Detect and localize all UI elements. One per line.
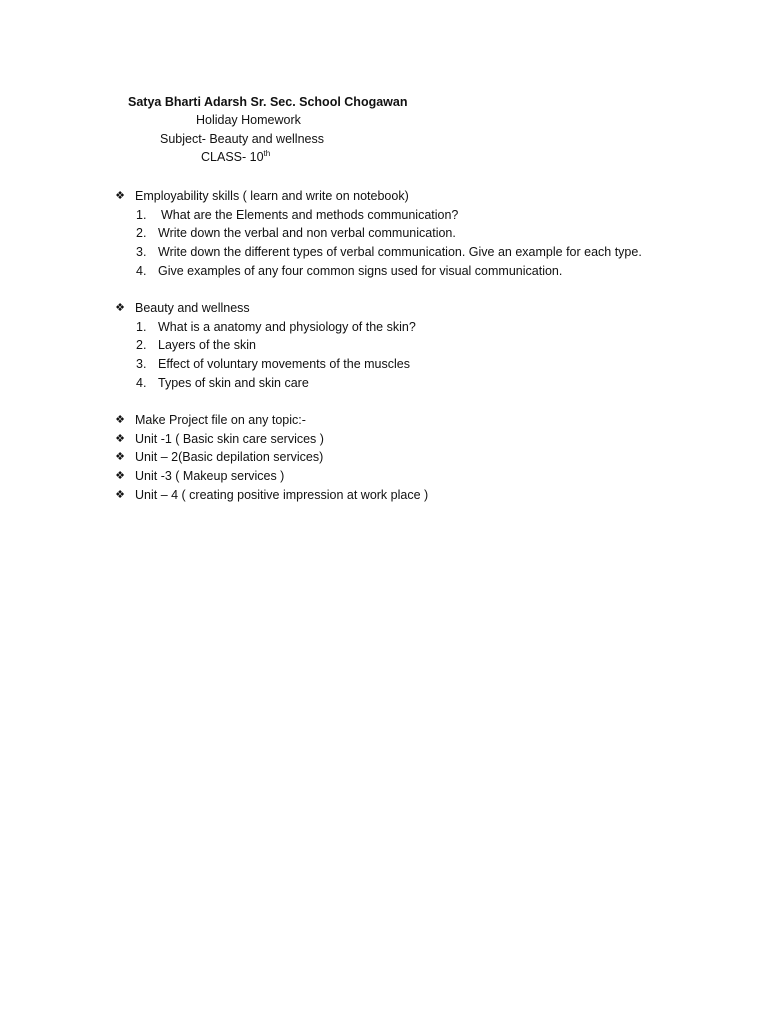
list-item (113, 355, 733, 374)
school-name: Satya Bharti Adarsh Sr. Sec. School Chogawan (128, 95, 408, 109)
list-item (113, 374, 733, 393)
list-item-number: 3. (136, 357, 147, 372)
section-heading-text: Beauty and wellness (135, 301, 250, 315)
list-item-number: 3. (136, 245, 147, 260)
list-item (113, 262, 733, 281)
list-item (113, 318, 733, 337)
project-item-text: Make Project file on any topic:- (135, 413, 306, 427)
subject-line: Subject- Beauty and wellness (160, 132, 324, 146)
list-item-text: What are the Elements and methods communication? (161, 207, 459, 222)
project-item (113, 486, 733, 505)
list-item-text: Write down the different types of verbal communication. Give an example for each type. (158, 245, 642, 260)
section-heading-text: Employability skills ( learn and write on notebook) (135, 189, 409, 203)
document-title: Holiday Homework (196, 113, 301, 127)
list-item-number: 2. (136, 338, 147, 353)
section-employability-skills (113, 187, 733, 280)
diamond-bullet-icon: ❖ (115, 487, 125, 501)
diamond-bullet-icon: ❖ (115, 301, 125, 314)
class-line (201, 148, 270, 167)
list-item-text: What is a anatomy and physiology of the skin? (158, 319, 416, 334)
project-item-text: Unit – 2(Basic depilation services) (135, 450, 324, 465)
list-item-number: 2. (136, 226, 147, 241)
list-item (113, 206, 733, 225)
project-item-text: Unit – 4 ( creating positive impression at work place ) (135, 487, 429, 502)
list-item-text: Layers of the skin (158, 338, 256, 353)
list-item-number: 1. (136, 319, 147, 334)
list-item-text: Effect of voluntary movements of the muscles (158, 357, 410, 372)
list-item-number: 4. (136, 263, 147, 278)
section-heading (113, 187, 733, 206)
list-item (113, 336, 733, 355)
project-item (113, 430, 733, 449)
list-item-text: Types of skin and skin care (158, 375, 309, 390)
class-ordinal-suffix: th (263, 148, 271, 158)
diamond-bullet-icon: ❖ (115, 413, 125, 426)
list-item (113, 224, 733, 243)
list-item-number: 1. (136, 207, 147, 222)
list-item-text: Write down the verbal and non verbal communication. (158, 226, 456, 241)
section-beauty-and-wellness (113, 299, 733, 392)
diamond-bullet-icon: ❖ (115, 450, 125, 464)
project-item-text: Unit -3 ( Makeup services ) (135, 469, 285, 484)
list-item-number: 4. (136, 375, 147, 390)
project-item (113, 467, 733, 486)
list-item (113, 243, 733, 262)
class-label: CLASS- 10 (201, 150, 264, 164)
section-project-file (113, 411, 733, 504)
project-item (113, 411, 733, 430)
diamond-bullet-icon: ❖ (115, 469, 125, 483)
section-heading (113, 299, 733, 318)
diamond-bullet-icon: ❖ (115, 189, 125, 202)
project-item (113, 448, 733, 467)
list-item-text: Give examples of any four common signs used for visual communication. (158, 263, 563, 278)
project-item-text: Unit -1 ( Basic skin care services ) (135, 431, 324, 446)
diamond-bullet-icon: ❖ (115, 431, 125, 445)
